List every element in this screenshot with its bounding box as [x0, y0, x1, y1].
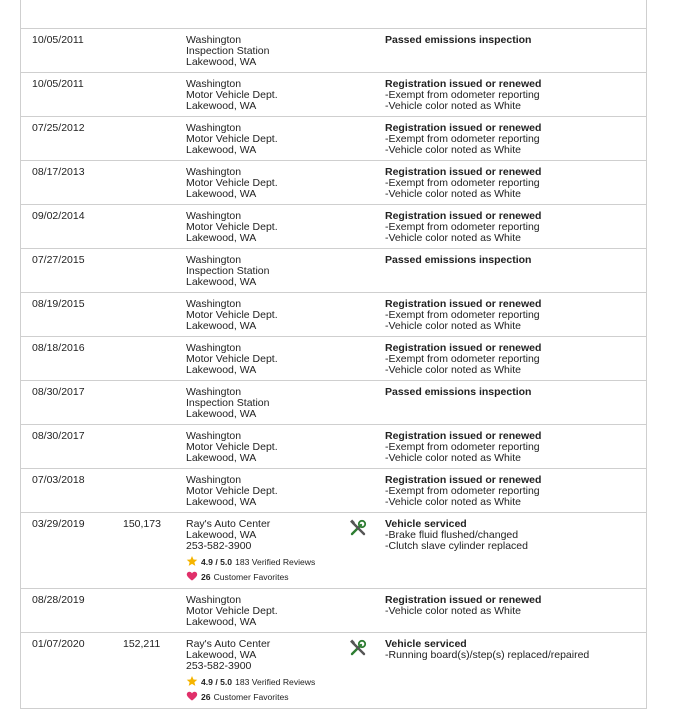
wrench-screwdriver-icon: [349, 519, 367, 537]
record-details: [385, 35, 531, 46]
rating-reviews-link[interactable]: 183 Verified Reviews: [235, 556, 316, 567]
detail-line: -Exempt from odometer reporting: [385, 353, 540, 366]
history-row: [21, 293, 646, 337]
source-line: Inspection Station: [186, 397, 270, 410]
star-icon: [186, 675, 198, 690]
record-details: [385, 387, 531, 398]
detail-line: -Exempt from odometer reporting: [385, 485, 540, 498]
record-source: [186, 299, 278, 333]
detail-line: -Vehicle color noted as White: [385, 452, 521, 465]
favorites-row: [186, 571, 315, 584]
favorites-label: Customer Favorites: [213, 691, 289, 702]
source-line: Lakewood, WA: [186, 276, 257, 289]
source-line: Washington: [186, 78, 242, 90]
history-row: [21, 381, 646, 425]
source-line: Motor Vehicle Dept.: [186, 485, 278, 498]
detail-line: -Vehicle color noted as White: [385, 232, 521, 245]
record-date: 08/18/2016: [32, 342, 85, 354]
detail-line: -Exempt from odometer reporting: [385, 177, 540, 190]
record-date: 10/05/2011: [32, 34, 84, 46]
source-line: Ray's Auto Center: [186, 518, 271, 530]
record-source: [186, 387, 269, 421]
record-date: 08/30/2017: [32, 386, 85, 398]
record-title: Registration issued or renewed: [385, 474, 542, 486]
record-date: 08/30/2017: [32, 430, 85, 442]
heart-icon: [186, 690, 198, 705]
source-line: Washington: [186, 254, 242, 266]
source-line: Lakewood, WA: [186, 232, 257, 245]
source-line: Motor Vehicle Dept.: [186, 177, 278, 190]
record-source: [186, 123, 278, 157]
record-title: Passed emissions inspection: [385, 34, 532, 46]
record-title: Registration issued or renewed: [385, 342, 542, 354]
record-title: Vehicle serviced: [385, 638, 467, 650]
record-mileage: 152,211: [123, 638, 161, 650]
source-line: Washington: [186, 430, 242, 442]
record-title: Registration issued or renewed: [385, 78, 542, 90]
source-line: Washington: [186, 122, 242, 134]
source-line: Lakewood, WA: [186, 452, 257, 465]
record-source: [186, 519, 315, 584]
record-details: [385, 299, 541, 333]
record-title: Registration issued or renewed: [385, 122, 542, 134]
record-details: [385, 639, 589, 661]
source-line: Lakewood, WA: [186, 496, 257, 509]
detail-line: -Clutch slave cylinder replaced: [385, 540, 528, 553]
favorites-row: [186, 691, 315, 704]
record-mileage: 150,173: [123, 518, 161, 530]
source-line: Motor Vehicle Dept.: [186, 353, 278, 366]
source-line: Motor Vehicle Dept.: [186, 605, 278, 618]
history-row: [21, 469, 646, 513]
record-date: 08/28/2019: [32, 594, 85, 606]
favorites-count: 26: [201, 691, 211, 702]
history-row: [21, 205, 646, 249]
record-title: Passed emissions inspection: [385, 254, 532, 266]
source-line: Lakewood, WA: [186, 144, 257, 157]
source-line: Motor Vehicle Dept.: [186, 133, 278, 146]
detail-line: -Exempt from odometer reporting: [385, 89, 540, 102]
record-date: 08/17/2013: [32, 166, 85, 178]
detail-line: -Exempt from odometer reporting: [385, 441, 540, 454]
record-title: Registration issued or renewed: [385, 298, 542, 310]
source-line: Washington: [186, 474, 242, 486]
source-line: Motor Vehicle Dept.: [186, 221, 278, 234]
record-source: [186, 167, 278, 201]
record-title: Registration issued or renewed: [385, 166, 542, 178]
record-details: [385, 431, 541, 465]
record-source: [186, 79, 278, 113]
history-row: [21, 513, 646, 589]
wrench-screwdriver-icon: [349, 639, 367, 657]
rating-reviews-link[interactable]: 183 Verified Reviews: [235, 676, 316, 687]
source-line: Washington: [186, 298, 242, 310]
record-source: [186, 211, 278, 245]
history-row: [21, 117, 646, 161]
rating-score: 4.9 / 5.0: [201, 556, 233, 567]
source-line: Lakewood, WA: [186, 364, 257, 377]
source-line: Motor Vehicle Dept.: [186, 441, 278, 454]
record-source: [186, 35, 269, 69]
history-row: [21, 249, 646, 293]
history-row: [21, 161, 646, 205]
record-date: 07/03/2018: [32, 474, 85, 486]
rating-row: [186, 676, 315, 689]
source-line: Ray's Auto Center: [186, 638, 271, 650]
detail-line: -Running board(s)/step(s) replaced/repaired: [385, 649, 590, 662]
record-source: [186, 639, 315, 704]
record-details: [385, 595, 541, 617]
history-row: [21, 337, 646, 381]
record-details: [385, 79, 541, 113]
favorites-label: Customer Favorites: [213, 571, 289, 582]
detail-line: -Vehicle color noted as White: [385, 144, 521, 157]
source-line: Lakewood, WA: [186, 320, 257, 333]
source-line: Lakewood, WA: [186, 56, 257, 69]
record-source: [186, 595, 278, 629]
record-title: Vehicle serviced: [385, 518, 467, 530]
history-row: [21, 0, 646, 29]
record-date: 07/27/2015: [32, 254, 85, 266]
detail-line: -Vehicle color noted as White: [385, 605, 521, 618]
detail-line: -Vehicle color noted as White: [385, 364, 521, 377]
source-line: Lakewood, WA: [186, 408, 257, 421]
record-date: 10/05/2011: [32, 78, 84, 90]
history-row: [21, 425, 646, 469]
source-line: Washington: [186, 594, 242, 606]
detail-line: -Exempt from odometer reporting: [385, 221, 540, 234]
source-line: Washington: [186, 342, 242, 354]
record-date: 07/25/2012: [32, 122, 85, 134]
record-details: [385, 211, 541, 245]
record-source: [186, 431, 278, 465]
favorites-count: 26: [201, 571, 211, 582]
record-details: [385, 343, 541, 377]
source-line: 253-582-3900: [186, 540, 252, 553]
detail-line: -Exempt from odometer reporting: [385, 309, 540, 322]
source-line: Washington: [186, 166, 242, 178]
record-date: 03/29/2019: [32, 518, 85, 530]
detail-line: -Vehicle color noted as White: [385, 496, 521, 509]
source-line: 253-582-3900: [186, 660, 252, 673]
record-date: 08/19/2015: [32, 298, 85, 310]
heart-icon: [186, 570, 198, 585]
record-title: Registration issued or renewed: [385, 430, 542, 442]
source-line: Lakewood, WA: [186, 188, 257, 201]
history-row: [21, 29, 646, 73]
source-line: Washington: [186, 386, 242, 398]
detail-line: -Exempt from odometer reporting: [385, 133, 540, 146]
record-details: [385, 255, 531, 266]
source-line: Lakewood, WA: [186, 529, 257, 542]
record-title: Registration issued or renewed: [385, 594, 542, 606]
source-line: Inspection Station: [186, 45, 270, 58]
rating-row: [186, 556, 315, 569]
history-row: [21, 73, 646, 117]
source-line: Lakewood, WA: [186, 100, 257, 113]
source-line: Inspection Station: [186, 265, 270, 278]
record-details: [385, 519, 528, 553]
record-date: 01/07/2020: [32, 638, 85, 650]
detail-line: -Vehicle color noted as White: [385, 320, 521, 333]
source-line: Lakewood, WA: [186, 616, 257, 629]
detail-line: -Vehicle color noted as White: [385, 100, 521, 113]
source-line: Motor Vehicle Dept.: [186, 309, 278, 322]
source-line: Washington: [186, 34, 242, 46]
vehicle-history-table: [20, 0, 647, 709]
source-line: Washington: [186, 210, 242, 222]
record-source: [186, 255, 269, 289]
record-details: [385, 167, 541, 201]
detail-line: -Brake fluid flushed/changed: [385, 529, 519, 542]
record-date: 09/02/2014: [32, 210, 85, 222]
record-source: [186, 343, 278, 377]
star-icon: [186, 555, 198, 570]
record-details: [385, 123, 541, 157]
source-line: Lakewood, WA: [186, 649, 257, 662]
record-title: Passed emissions inspection: [385, 386, 532, 398]
record-source: [186, 475, 278, 509]
detail-line: -Vehicle color noted as White: [385, 188, 521, 201]
record-title: Registration issued or renewed: [385, 210, 542, 222]
record-details: [385, 475, 541, 509]
history-row: [21, 589, 646, 633]
rating-score: 4.9 / 5.0: [201, 676, 233, 687]
history-row: [21, 633, 646, 709]
source-line: Motor Vehicle Dept.: [186, 89, 278, 102]
